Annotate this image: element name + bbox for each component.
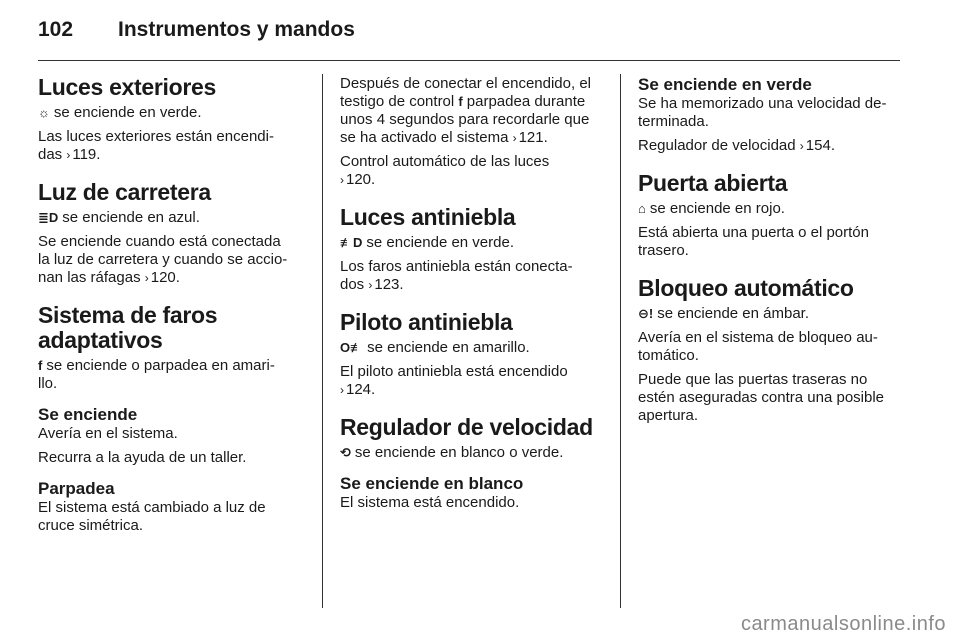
cruise-status: ⟲ se enciende en blanco o verde.	[340, 444, 564, 461]
watermark: carmanualsonline.info	[740, 613, 946, 635]
fault-text: Avería en el sistema.	[38, 425, 178, 442]
page-ref-arrow-icon: ›	[340, 383, 344, 397]
column-2	[340, 75, 608, 518]
auto-lock-fault: Avería en el sistema de bloqueo au- tomático.	[638, 329, 878, 364]
page-ref-arrow-icon: ›	[144, 271, 149, 285]
auto-lock-icon: ⊖!	[638, 306, 654, 321]
page-ref-arrow-icon: ›	[368, 278, 373, 292]
adaptive-lights-status: f se enciende o parpadea en amari- llo.	[38, 357, 275, 392]
heading-sistema-faros: Sistema de faros adaptativos	[38, 302, 218, 353]
heading-bloqueo-automatico: Bloqueo automático	[638, 275, 854, 301]
header-rule	[38, 60, 900, 61]
speed-memorized-text: Se ha memorizado una velocidad de- terminada.	[638, 95, 887, 130]
running-title: Instrumentos y mandos	[118, 18, 355, 41]
system-on-text: El sistema está encendido.	[340, 494, 520, 511]
exterior-lights-status: ☼ se enciende en verde.	[38, 104, 202, 121]
page-ref-link[interactable]: 120.	[150, 269, 180, 286]
heading-luz-de-carretera: Luz de carretera	[38, 179, 211, 205]
heading-piloto-antiniebla: Piloto antiniebla	[340, 309, 513, 335]
column-divider-2	[620, 74, 621, 608]
heading-regulador-velocidad: Regulador de velocidad	[340, 414, 593, 440]
subheading-blanco: Se enciende en blanco	[340, 474, 524, 493]
exterior-lights-desc: Las luces exteriores están encendi- das › 119.	[38, 128, 274, 163]
blink-text: El sistema está cambiado a luz de cruce simétrica.	[38, 499, 266, 534]
adaptive-lights-icon: f	[38, 358, 43, 373]
page-header	[38, 18, 355, 42]
column-3	[638, 75, 906, 431]
cruise-control-icon: ⟲	[340, 445, 351, 460]
ignition-paragraph: Después de conectar el encendido, el testigo de control f parpadea durante unos 4 segundos para recordarle que se ha activado el sistema › 121.	[340, 75, 592, 146]
door-open-status: ⌂ se enciende en rojo.	[638, 200, 785, 217]
high-beam-status: ≣D se enciende en azul.	[38, 209, 200, 226]
adaptive-lights-icon: f	[458, 94, 463, 109]
page-ref-link[interactable]: 119.	[72, 146, 101, 163]
page-ref-link[interactable]: 120.	[346, 171, 376, 188]
page-ref-link[interactable]: 154.	[805, 137, 835, 154]
page-ref-link[interactable]: 123.	[374, 276, 404, 293]
auto-lock-status: ⊖! se enciende en ámbar.	[638, 305, 810, 322]
door-open-icon: ⌂	[638, 201, 646, 216]
rear-fog-icon: O≢	[340, 340, 364, 355]
page-ref-arrow-icon: ›	[66, 148, 71, 162]
fog-lights-desc: Los faros antiniebla están conecta- dos › 123.	[340, 258, 573, 293]
rear-doors-text: Puede que las puertas traseras no estén aseguradas contra una posible apertura.	[638, 371, 885, 424]
page-ref-link[interactable]: 124.	[346, 381, 376, 398]
subheading-se-enciende: Se enciende	[38, 405, 138, 424]
column-divider-1	[322, 74, 323, 608]
page-ref-link[interactable]: 121.	[518, 129, 548, 146]
auto-light-control: Control automático de las luces › 120.	[340, 153, 550, 188]
fog-lights-status: ≢D se enciende en verde.	[340, 234, 514, 251]
fog-light-icon: ≢D	[340, 235, 363, 250]
high-beam-icon: ≣D	[38, 210, 59, 225]
subheading-verde: Se enciende en verde	[638, 75, 812, 94]
page-ref-arrow-icon: ›	[799, 139, 804, 153]
door-open-desc: Está abierta una puerta o el portón trasero.	[638, 224, 869, 259]
column-1	[38, 75, 306, 541]
high-beam-desc: Se enciende cuando está conectada la luz de carretera y cuando se accio- nan las ráfagas › 120.	[38, 233, 288, 286]
subheading-parpadea: Parpadea	[38, 479, 115, 498]
heading-luces-antiniebla: Luces antiniebla	[340, 204, 516, 230]
rear-fog-status: O≢ se enciende en amarillo.	[340, 339, 530, 356]
workshop-text: Recurra a la ayuda de un taller.	[38, 449, 247, 466]
page-number: 102	[38, 18, 74, 41]
cruise-ref-text: Regulador de velocidad › 154.	[638, 137, 835, 154]
heading-luces-exteriores: Luces exteriores	[38, 74, 217, 100]
page-ref-arrow-icon: ›	[340, 173, 344, 187]
heading-puerta-abierta: Puerta abierta	[638, 170, 788, 196]
rear-fog-desc: El piloto antiniebla está encendido › 124.	[340, 363, 568, 398]
page-ref-arrow-icon: ›	[512, 131, 517, 145]
exterior-lights-icon: ☼	[38, 105, 50, 120]
